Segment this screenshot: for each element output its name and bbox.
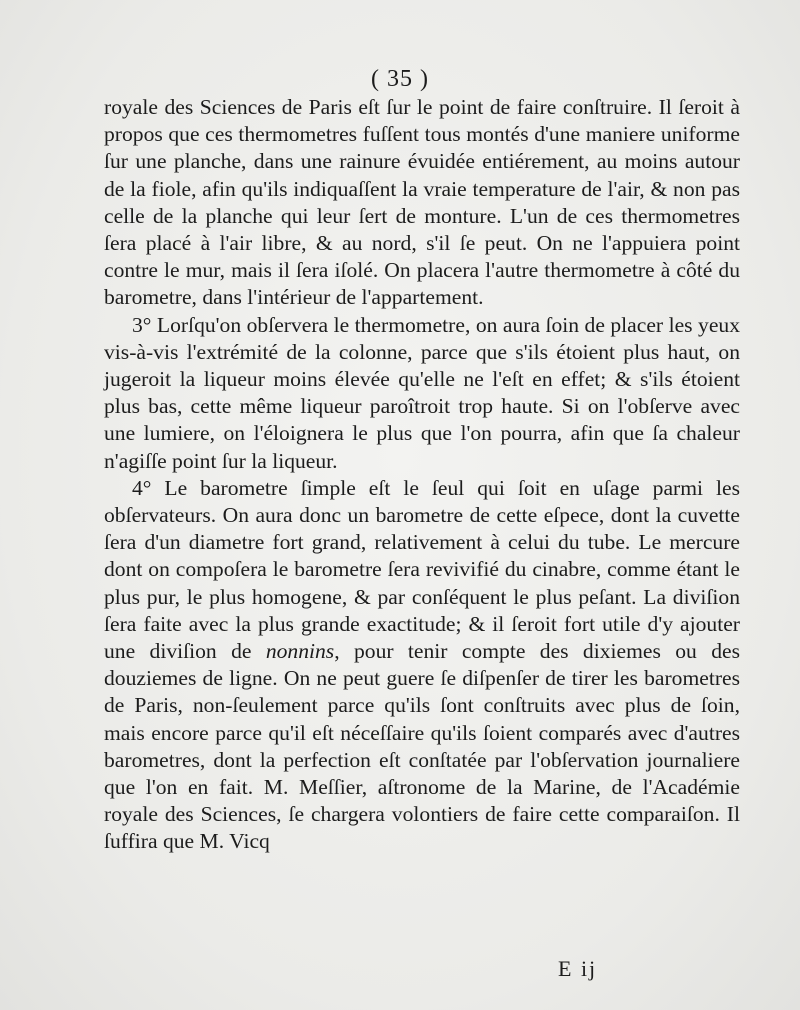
paragraph-item-3: 3° Lorſqu'on obſervera le thermometre, on aura ſoin de placer les yeux vis-à-vis l'extrémité de la colonne, parce que s'ils étoient plus haut, on jugeroit la liqueur moins élevée qu'elle ne l'eſt en effet; & s'ils étoient plus bas, cette même liqueur paroîtroit trop haute. Si on l'obſerve avec une lumiere, on l'éloignera le plus que l'on pourra, afin que ſa chaleur n'agiſſe point ſur la liqueur.	[104, 312, 740, 473]
page-number: ( 35 )	[371, 66, 429, 92]
signature-mark: E ij	[558, 956, 598, 981]
body-text	[104, 94, 740, 856]
paragraph-item-4-end: , pour tenir compte des dixiemes ou des douziemes de ligne. On ne peut guere ſe diſpenſer de tirer les barometres de Paris, non-ſeulement parce qu'ils ſont conſtruits avec plus de ſoin, mais encore parce qu'il eſt néceſſaire qu'ils ſoient comparés avec d'autres barometres, dont la perfection eſt conſtatée par l'obſervation journaliere que l'on en fait. M. Meſſier, aſtronome de la Marine, de l'Académie royale des Sciences, ſe chargera volontiers de faire cette comparaiſon. Il ſuffira que M. Vicq	[104, 639, 740, 854]
paragraph-item-4	[104, 475, 740, 856]
paragraph-item-4-start: 4° Le barometre ſimple eſt le ſeul qui ſoit en uſage parmi les obſervateurs. On aura donc un barometre de cette eſpece, dont la cuvette ſera d'un diametre fort grand, relativement à celui du tube. Le mercure dont on compoſera le barometre ſera revivifié du cinabre, comme étant le plus pur, le plus homogene, & par conſéquent le plus peſant. La diviſion ſera faite avec la plus grande exactitude; & il ſeroit fort utile d'y ajouter une diviſion de	[104, 475, 740, 664]
italic-term: nonnins	[265, 639, 335, 664]
paragraph-continuation: royale des Sciences de Paris eſt ſur le point de faire conſtruire. Il ſeroit à propos que ces thermometres fuſſent tous montés d'une maniere uniforme ſur une planche, dans une rainure évuidée entiérement, au moins autour de la fiole, afin qu'ils indiquaſſent la vraie temperature de l'air, & non pas celle de la planche qui leur ſert de monture. L'un de ces thermometres ſera placé à l'air libre, & au nord, s'il ſe peut. On ne l'appuiera point contre le mur, mais il ſera iſolé. On placera l'autre thermometre à côté du barometre, dans l'intérieur de l'appartement.	[104, 95, 740, 310]
